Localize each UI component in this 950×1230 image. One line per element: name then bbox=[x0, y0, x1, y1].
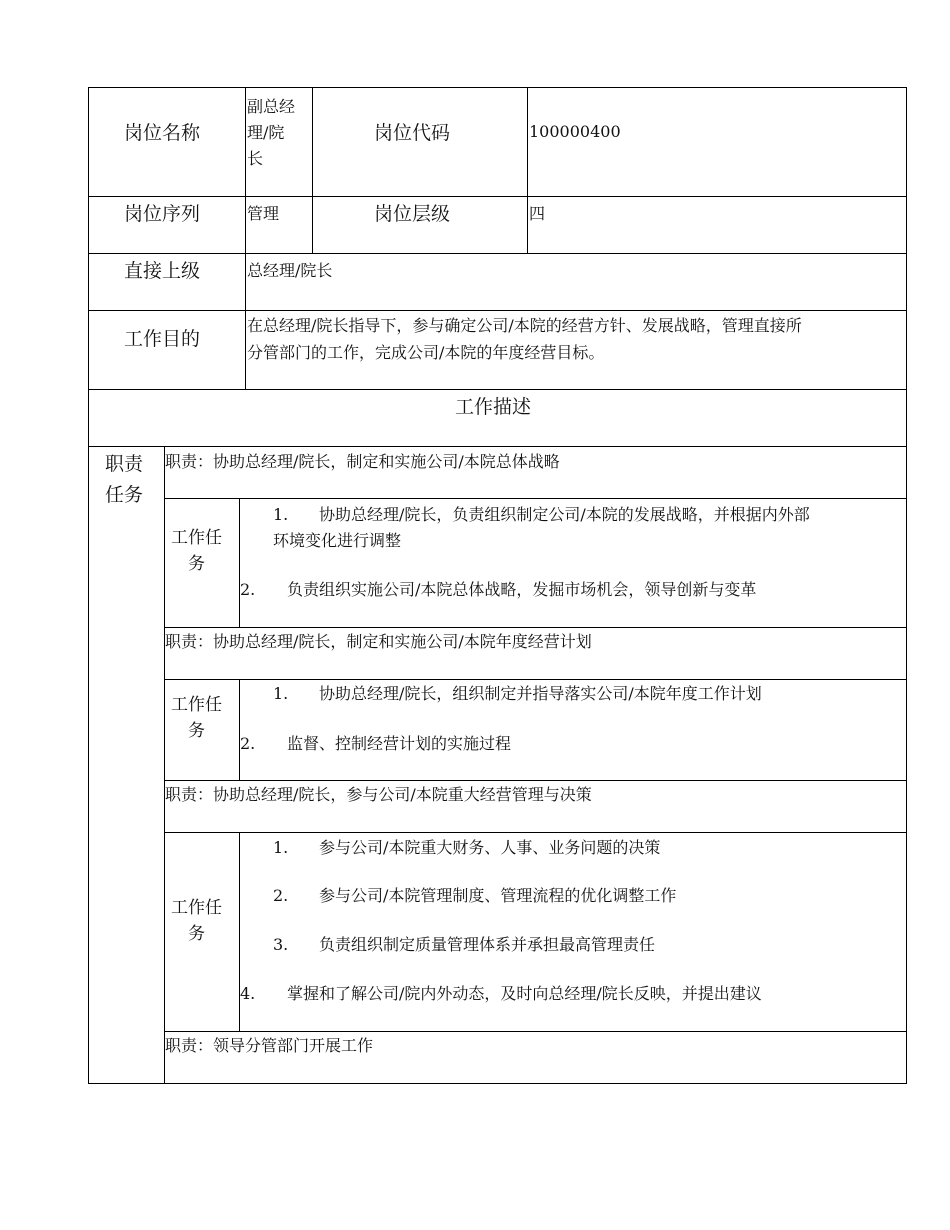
row-divider bbox=[88, 310, 907, 311]
task-text: 监督、控制经营计划的实施过程 bbox=[287, 734, 512, 753]
column-divider bbox=[527, 88, 528, 253]
duty-text: 职责：协助总经理/院长，制定和实施公司/本院总体战略 bbox=[165, 452, 560, 471]
column-divider bbox=[245, 88, 246, 389]
task-text: 协助总经理/院长，负责组织制定公司/本院的发展战略，并根据内外部 bbox=[319, 505, 810, 524]
task-number: 1. bbox=[273, 505, 289, 524]
task-text: 协助总经理/院长，组织制定并指导落实公司/本院年度工作计划 bbox=[319, 684, 762, 703]
task-text-continued: 环境变化进行调整 bbox=[273, 531, 402, 550]
task-text: 负责组织实施公司/本院总体战略，发掘市场机会，领导创新与变革 bbox=[287, 580, 757, 599]
column-divider bbox=[312, 88, 313, 253]
position-name-label: 岗位名称 bbox=[124, 122, 201, 144]
task-number: 1. bbox=[273, 684, 289, 703]
sequence-label: 岗位序列 bbox=[124, 203, 201, 225]
position-name-value-line2: 理/院 bbox=[247, 123, 285, 142]
task-number: 2. bbox=[273, 886, 289, 905]
task-label-line1: 工作任 bbox=[171, 528, 222, 548]
duties-side-label-line1: 职责 bbox=[105, 453, 144, 475]
task-number: 2. bbox=[240, 734, 256, 753]
row-divider bbox=[164, 1031, 907, 1032]
purpose-value-line1: 在总经理/院长指导下，参与确定公司/本院的经营方针、发展战略，管理直接所 bbox=[247, 316, 802, 335]
duty-text: 职责：协助总经理/院长，参与公司/本院重大经营管理与决策 bbox=[165, 785, 592, 804]
task-label-line2: 务 bbox=[188, 721, 205, 741]
row-divider bbox=[88, 196, 907, 197]
row-divider bbox=[164, 832, 907, 833]
task-label-line1: 工作任 bbox=[171, 898, 222, 918]
column-divider bbox=[239, 498, 240, 627]
description-title: 工作描述 bbox=[455, 396, 532, 418]
row-divider bbox=[164, 780, 907, 781]
column-divider bbox=[239, 679, 240, 780]
level-label: 岗位层级 bbox=[374, 203, 451, 225]
position-code-label: 岗位代码 bbox=[374, 122, 451, 144]
task-number: 1. bbox=[273, 838, 289, 857]
superior-label: 直接上级 bbox=[124, 260, 201, 282]
task-number: 3. bbox=[273, 935, 289, 954]
superior-value: 总经理/院长 bbox=[247, 261, 333, 280]
row-divider bbox=[164, 627, 907, 628]
row-divider bbox=[164, 679, 907, 680]
duty-text: 职责：协助总经理/院长，制定和实施公司/本院年度经营计划 bbox=[165, 632, 592, 651]
task-text: 参与公司/本院重大财务、人事、业务问题的决策 bbox=[319, 838, 661, 857]
task-label-line1: 工作任 bbox=[171, 695, 222, 715]
task-label-line2: 务 bbox=[188, 924, 205, 944]
duty-text: 职责：领导分管部门开展工作 bbox=[165, 1036, 374, 1055]
level-value: 四 bbox=[529, 204, 546, 223]
sequence-value: 管理 bbox=[247, 204, 280, 223]
duties-side-label-line2: 任务 bbox=[105, 484, 144, 506]
column-divider bbox=[164, 446, 165, 1084]
task-text: 参与公司/本院管理制度、管理流程的优化调整工作 bbox=[319, 886, 677, 905]
task-number: 2. bbox=[240, 580, 256, 599]
task-label-line2: 务 bbox=[188, 554, 205, 574]
purpose-value-line2: 分管部门的工作，完成公司/本院的年度经营目标。 bbox=[247, 343, 605, 362]
purpose-label: 工作目的 bbox=[124, 328, 201, 350]
position-name-value-line1: 副总经 bbox=[247, 97, 296, 116]
position-name-value-line3: 长 bbox=[247, 149, 264, 168]
task-text: 掌握和了解公司/院内外动态，及时向总经理/院长反映，并提出建议 bbox=[287, 984, 762, 1003]
row-divider bbox=[88, 446, 907, 447]
position-code-value: 100000400 bbox=[529, 122, 621, 141]
row-divider bbox=[88, 253, 907, 254]
row-divider bbox=[88, 389, 907, 390]
task-number: 4. bbox=[240, 984, 256, 1003]
row-divider bbox=[164, 498, 907, 499]
task-text: 负责组织制定质量管理体系并承担最高管理责任 bbox=[319, 935, 656, 954]
